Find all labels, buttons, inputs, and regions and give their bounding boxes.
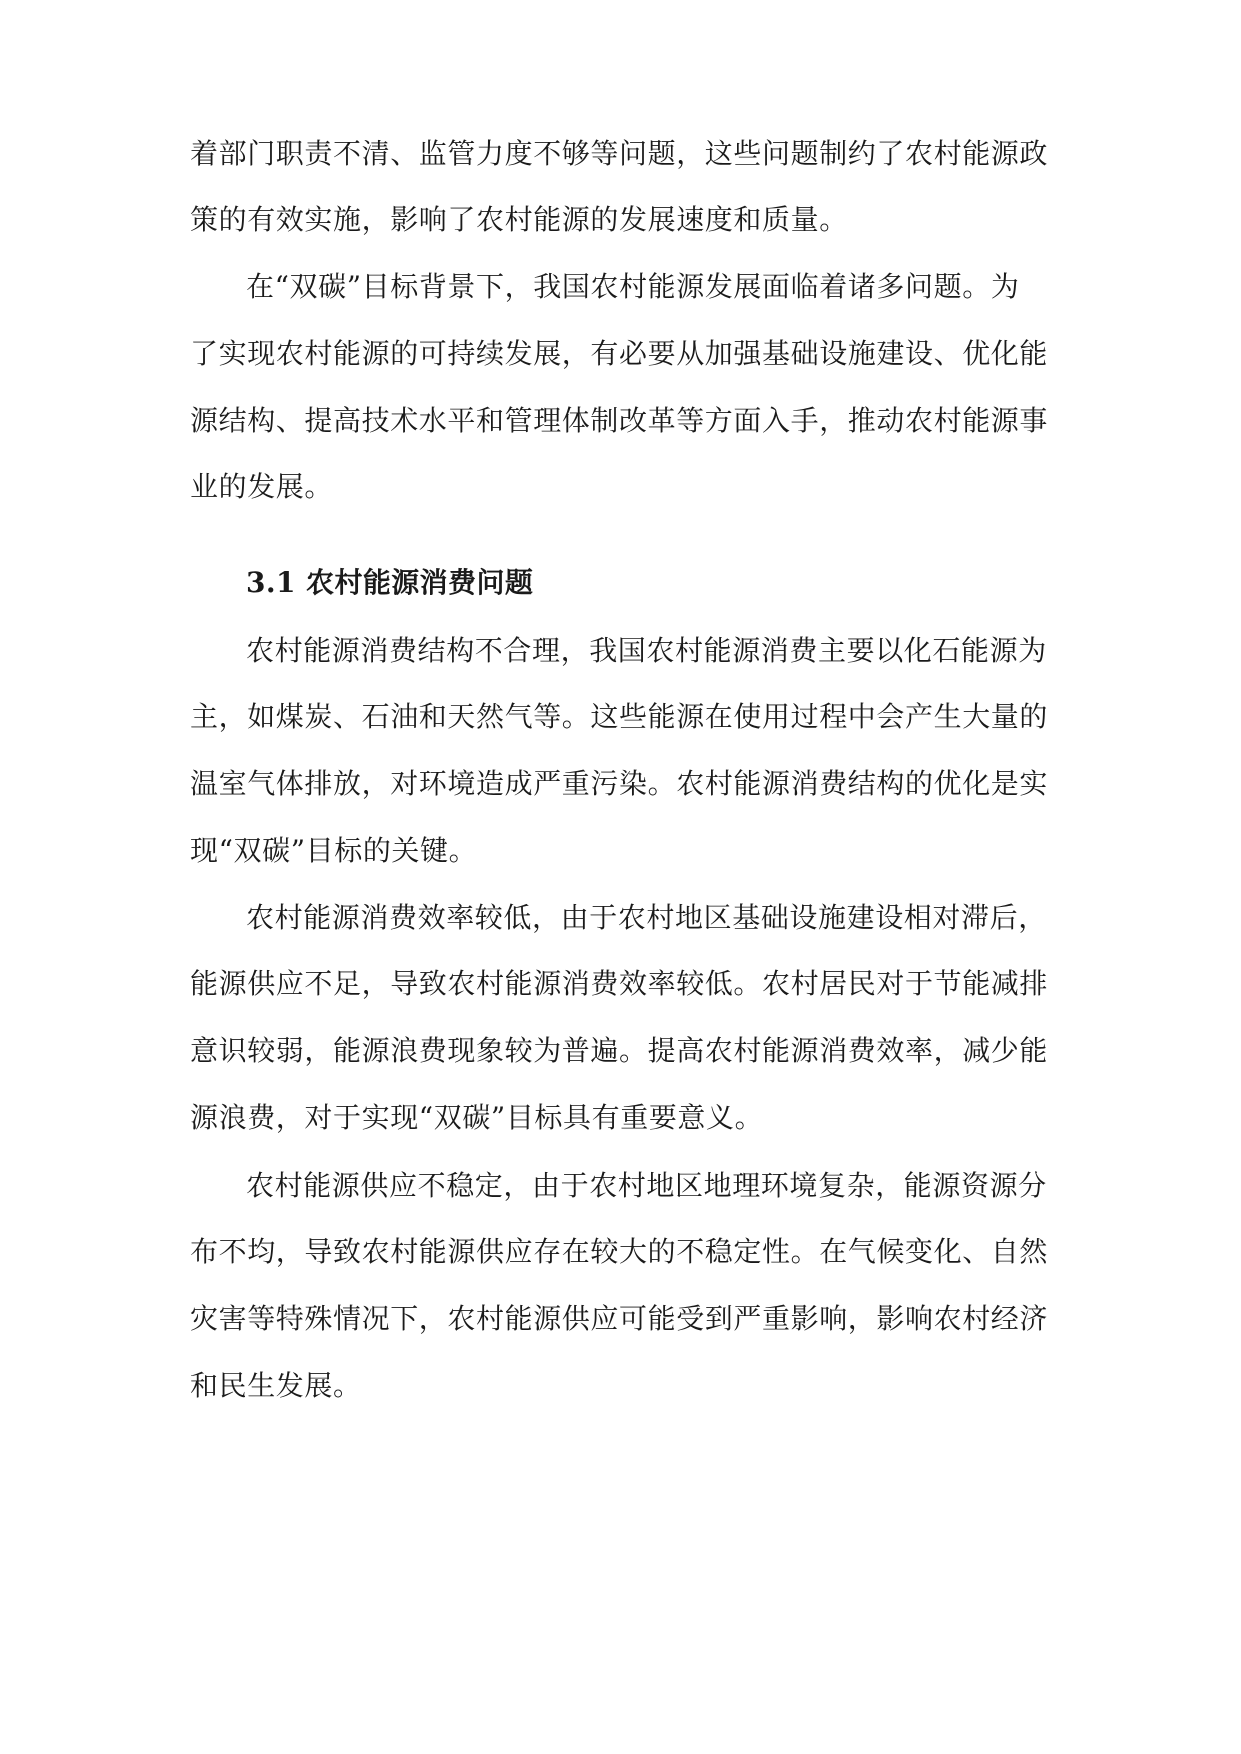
paragraph-line: 源浪费，对于实现“双碳”目标具有重要意义。	[190, 1101, 764, 1134]
section-heading: 3.1 农村能源消费问题	[246, 566, 534, 599]
paragraph-line: 了实现农村能源的可持续发展，有必要从加强基础设施建设、优化能	[190, 337, 1049, 370]
paragraph-line: 策的有效实施，影响了农村能源的发展速度和质量。	[190, 203, 848, 236]
paragraph-line: 农村能源供应不稳定，由于农村地区地理环境复杂，能源资源分	[246, 1169, 1047, 1202]
paragraph-line: 现“双碳”目标的关键。	[190, 834, 478, 867]
paragraph-line: 农村能源消费结构不合理，我国农村能源消费主要以化石能源为	[246, 634, 1047, 667]
paragraph-line: 意识较弱，能源浪费现象较为普遍。提高农村能源消费效率，减少能	[190, 1034, 1049, 1067]
paragraph-line: 业的发展。	[190, 470, 334, 503]
paragraph-line: 温室气体排放，对环境造成严重污染。农村能源消费结构的优化是实	[190, 767, 1049, 800]
paragraph-line: 农村能源消费效率较低，由于农村地区基础设施建设相对滞后，	[246, 901, 1047, 934]
paragraph-line: 布不均，导致农村能源供应存在较大的不稳定性。在气候变化、自然	[190, 1235, 1049, 1268]
paragraph-line: 能源供应不足，导致农村能源消费效率较低。农村居民对于节能减排	[190, 967, 1049, 1000]
paragraph-line: 灾害等特殊情况下，农村能源供应可能受到严重影响，影响农村经济	[190, 1302, 1049, 1335]
paragraph-line: 主，如煤炭、石油和天然气等。这些能源在使用过程中会产生大量的	[190, 700, 1049, 733]
paragraph-line: 和民生发展。	[190, 1369, 362, 1402]
paragraph-line: 源结构、提高技术水平和管理体制改革等方面入手，推动农村能源事	[190, 404, 1049, 437]
paragraph-line: 在“双碳”目标背景下，我国农村能源发展面临着诸多问题。为	[246, 270, 1020, 303]
paragraph-line: 着部门职责不清、监管力度不够等问题，这些问题制约了农村能源政	[190, 137, 1049, 170]
